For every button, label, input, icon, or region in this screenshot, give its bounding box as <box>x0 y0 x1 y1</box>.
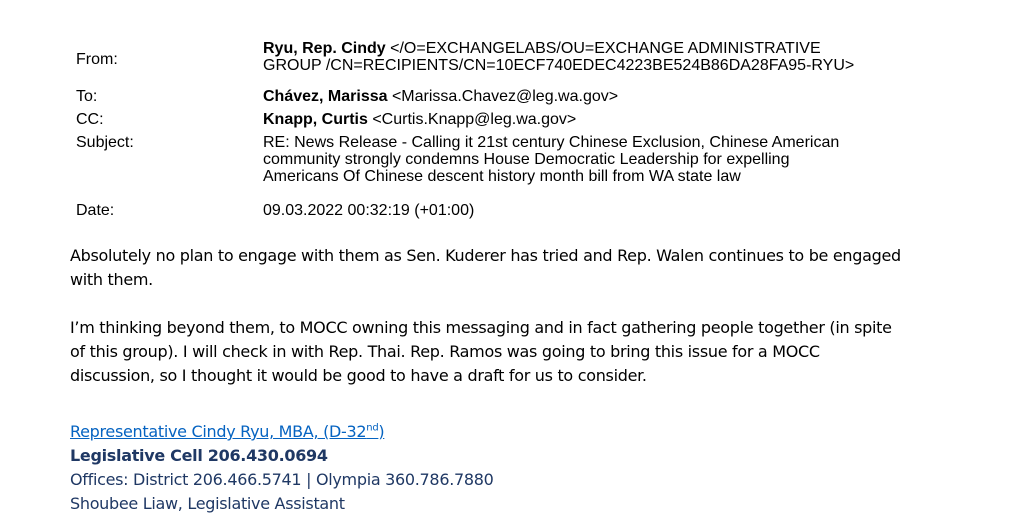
to-name: Chávez, Marissa <box>263 88 388 105</box>
to-row <box>76 80 976 111</box>
signature-link-text: Representative Cindy Ryu, MBA, (D-32 <box>70 422 367 441</box>
body-p2-line-1: I’m thinking beyond them, to MOCC owning this messaging and in fact gathering people together (in spite <box>70 318 892 337</box>
signature-offices: Offices: District 206.466.5741 | Olympia 360.786.7880 <box>70 470 494 489</box>
subject-label: Subject: <box>76 134 134 151</box>
signature-link-line <box>70 420 494 444</box>
cc-row <box>76 111 976 134</box>
signature-name-link[interactable] <box>70 422 384 441</box>
to-label: To: <box>76 88 98 105</box>
cc-address: <Curtis.Knapp@leg.wa.gov> <box>367 111 577 128</box>
body-p1-line-2: with them. <box>70 270 153 289</box>
subject-line-1: RE: News Release - Calling it 21st century Chinese Exclusion, Chinese American <box>263 134 840 151</box>
body-p2-line-3: discussion, so I thought it would be good to have a draft for us to consider. <box>70 366 647 385</box>
subject-row <box>76 134 976 198</box>
date-value: 09.03.2022 00:32:19 (+01:00) <box>263 202 475 219</box>
signature-link-superscript: nd <box>366 422 379 434</box>
to-value <box>263 88 976 105</box>
subject-line-3: Americans Of Chinese descent history month bill from WA state law <box>263 168 741 185</box>
body-p1-line-1: Absolutely no plan to engage with them as Sen. Kuderer has tried and Rep. Walen continues to be engaged <box>70 246 901 265</box>
date-row <box>76 198 976 222</box>
cc-label: CC: <box>76 111 104 128</box>
from-address-line1: </O=EXCHANGELABS/OU=EXCHANGE ADMINISTRATIVE <box>385 40 821 57</box>
email-header <box>76 40 976 222</box>
signature-assistant: Shoubee Liaw, Legislative Assistant <box>70 494 345 513</box>
from-name: Ryu, Rep. Cindy <box>263 40 386 57</box>
from-value <box>263 40 976 74</box>
signature-link-close: ) <box>378 422 385 441</box>
body-p2-line-2: of this group). I will check in with Rep. Thai. Rep. Ramos was going to bring this issue for a MOCC <box>70 342 820 361</box>
to-address: <Marissa.Chavez@leg.wa.gov> <box>387 88 619 105</box>
body-paragraph-1 <box>70 244 960 292</box>
body-paragraph-2 <box>70 316 960 388</box>
cc-value <box>263 111 976 128</box>
email-body <box>70 244 960 412</box>
cc-name: Knapp, Curtis <box>263 111 368 128</box>
from-address-line2: GROUP /CN=RECIPIENTS/CN=10ECF740EDEC4223BE524B86DA28FA95-RYU> <box>263 57 855 74</box>
date-label: Date: <box>76 202 115 219</box>
subject-value <box>263 134 976 185</box>
email-signature <box>70 420 494 516</box>
subject-line-2: community strongly condemns House Democratic Leadership for expelling <box>263 151 790 168</box>
from-label: From: <box>76 51 118 68</box>
from-row <box>76 40 976 80</box>
signature-cell: Legislative Cell 206.430.0694 <box>70 446 328 465</box>
